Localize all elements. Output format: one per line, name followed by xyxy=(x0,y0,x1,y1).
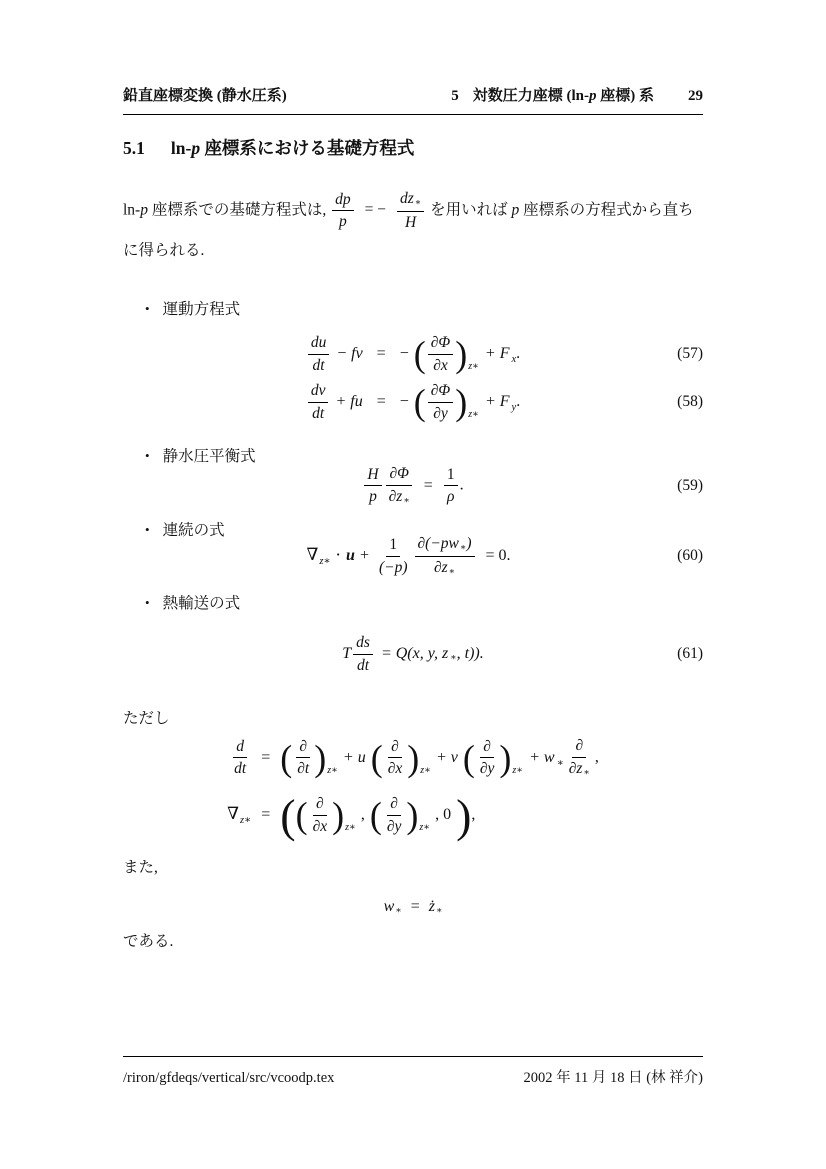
fraction-numerator: dp xyxy=(332,191,354,212)
fraction-d-dx-partial xyxy=(385,738,406,779)
fraction-denominator: (−p) xyxy=(378,558,408,576)
big-left-paren: ( xyxy=(370,736,383,779)
equation-59-body xyxy=(362,465,463,507)
big-left-paren: ( xyxy=(295,794,308,836)
equation-number-59: (59) xyxy=(677,477,703,494)
nabla-operator: ∇ xyxy=(306,544,319,564)
big-right-paren: ) xyxy=(332,794,345,836)
term-plus-F: + F xyxy=(484,344,510,362)
equals-sign: = xyxy=(410,898,420,915)
F-subscript: y xyxy=(511,401,517,413)
footer-date-author: 2002 年 11 月 18 日 (林 祥介) xyxy=(523,1070,703,1086)
big-left-paren: ( xyxy=(280,736,293,779)
section-number: 5.1 xyxy=(123,138,145,158)
big-right-paren: ) xyxy=(407,736,420,779)
equals-sign: = xyxy=(376,344,386,362)
fraction-numerator: ∂ xyxy=(387,795,401,816)
fraction-numerator: d xyxy=(233,738,247,759)
dearu-text: である. xyxy=(123,933,174,950)
fraction-numerator: ∂ xyxy=(296,738,310,759)
bullet-label: 運動方程式 xyxy=(162,301,241,318)
zstar-subscript: z∗ xyxy=(345,821,356,833)
numerator-dpw: ∂(−pw xyxy=(417,534,459,552)
zstar-subscript: z∗ xyxy=(419,821,431,833)
fraction-denominator: p xyxy=(369,488,377,506)
source-file-path: /riron/gfdeqs/vertical/src/vcoodp.tex xyxy=(123,1070,335,1086)
denominator-dz: ∂z xyxy=(433,558,448,576)
fraction-denominator xyxy=(566,758,593,779)
fraction-d-dzstar-partial xyxy=(566,737,593,779)
zstar-subscript: z∗ xyxy=(512,764,524,776)
fraction-denominator: ∂x xyxy=(312,817,328,835)
outer-right-paren: ) xyxy=(456,788,472,842)
fraction-denominator: p xyxy=(338,213,347,231)
equation-number-60: (60) xyxy=(677,547,703,564)
fraction-H-p xyxy=(364,466,381,507)
section-title xyxy=(171,138,415,158)
fraction-denominator: ∂x xyxy=(433,356,448,374)
intro-text-4: 座標系の方程式から直ち xyxy=(519,201,694,219)
big-left-paren: ( xyxy=(413,332,426,375)
comma: , xyxy=(594,748,599,766)
fraction-dPhi-dzstar xyxy=(386,465,413,507)
intro-text-2: 座標系での基礎方程式は, xyxy=(147,201,331,219)
fraction-numerator: dv xyxy=(308,382,329,403)
running-title-left: 鉛直座標変換 (静水圧系) xyxy=(123,88,287,104)
zstar-subscript: z∗ xyxy=(319,555,331,567)
term-minus-fv: − fv xyxy=(336,344,363,362)
fraction-d-dt-partial xyxy=(294,738,312,779)
fraction-1-rho xyxy=(444,466,458,507)
header-title-text-2: 座標) 系 xyxy=(596,88,654,104)
fraction-d-dy-partial xyxy=(477,738,498,779)
mata-text: また, xyxy=(123,859,158,876)
equation-59 xyxy=(123,462,703,510)
section-title-text-2: 座標系における基礎方程式 xyxy=(200,138,415,158)
fraction-denominator: ∂y xyxy=(433,404,448,422)
big-left-paren: ( xyxy=(462,736,475,779)
equation-61 xyxy=(123,630,703,678)
fraction-1-negp xyxy=(376,536,411,577)
fraction-d-dx-partial xyxy=(310,795,331,836)
fraction-numerator xyxy=(397,190,424,212)
bullet-icon: • xyxy=(145,301,150,316)
header-title-var-p: p xyxy=(589,88,597,104)
asterisk-subscript: ∗ xyxy=(403,495,410,506)
equals-minus: = − xyxy=(364,201,386,219)
fraction-numerator: ∂ xyxy=(572,737,586,758)
zstar-subscript: z∗ xyxy=(239,815,252,827)
asterisk-subscript: ∗ xyxy=(583,767,590,778)
fraction-denominator: dt xyxy=(312,404,325,422)
fraction-numerator: 1 xyxy=(444,466,458,487)
comma: , xyxy=(471,805,476,823)
rhs-Q-function: = Q(x, y, z xyxy=(380,644,449,662)
fraction-dPhi-dy xyxy=(428,382,453,423)
fraction-denominator: dt xyxy=(357,656,370,674)
big-right-paren: ) xyxy=(406,794,419,836)
nabla-lhs xyxy=(227,804,251,826)
bullet-label: 連続の式 xyxy=(162,522,225,539)
section-heading xyxy=(123,135,414,160)
nabla-rhs xyxy=(280,788,476,842)
fraction-numerator: H xyxy=(364,466,381,487)
page-header xyxy=(123,84,703,115)
numerator-dz: dz xyxy=(399,190,414,207)
intro-paragraph-line-1 xyxy=(123,190,703,232)
equation-number-57: (57) xyxy=(677,345,703,362)
fraction-denominator: ∂x xyxy=(387,760,403,778)
asterisk-subscript: ∗ xyxy=(448,566,456,577)
big-left-paren: ( xyxy=(369,794,382,836)
equals-sign: = xyxy=(423,476,433,494)
bullet-icon: • xyxy=(145,448,150,463)
rhs-close: , t)). xyxy=(456,644,484,662)
variable-w: w xyxy=(383,898,395,915)
fraction-numerator: ∂ xyxy=(313,795,327,816)
asterisk-subscript: ∗ xyxy=(395,906,402,916)
equation-number-58: (58) xyxy=(677,393,703,410)
term-plus-u: + u xyxy=(342,748,366,766)
header-section-number: 5 xyxy=(451,88,459,104)
fraction-denominator: ∂y xyxy=(386,817,402,835)
variable-zdot: ż xyxy=(428,898,435,915)
equation-58 xyxy=(123,378,703,426)
fraction-denominator: dt xyxy=(312,356,325,374)
fraction-numerator: du xyxy=(308,334,330,355)
equals-zero: = 0. xyxy=(485,546,511,564)
outer-left-paren: ( xyxy=(280,788,296,842)
big-right-paren: ) xyxy=(455,332,468,375)
big-right-paren: ) xyxy=(455,380,468,423)
wstar-definition xyxy=(123,892,703,922)
fraction-denominator: ∂y xyxy=(479,760,495,778)
equation-number-61: (61) xyxy=(677,645,703,662)
equals-sign: = xyxy=(261,806,271,824)
asterisk-subscript: ∗ xyxy=(435,906,443,916)
fraction-dz-H xyxy=(397,190,424,232)
fraction-dp-p xyxy=(332,191,354,232)
fraction-numerator: ∂Φ xyxy=(386,465,411,486)
fraction-denominator: ρ xyxy=(446,488,455,506)
period: . xyxy=(516,344,521,362)
fraction-numerator: ∂Φ xyxy=(428,334,453,355)
intro-text: ln- xyxy=(123,201,141,219)
intro-paragraph-line-2: に得られる. xyxy=(123,242,205,259)
bullet-thermo xyxy=(145,591,240,613)
zstar-subscript: z∗ xyxy=(468,408,479,420)
zstar-subscript: z∗ xyxy=(468,360,479,372)
page-number: 29 xyxy=(688,88,703,104)
fraction-numerator: ∂Φ xyxy=(428,382,453,403)
period: . xyxy=(516,392,521,410)
page-footer xyxy=(123,1056,703,1087)
big-right-paren: ) xyxy=(499,736,512,779)
period: . xyxy=(459,476,464,494)
fraction-numerator: ds xyxy=(353,634,373,655)
numerator-close-paren: ) xyxy=(466,534,472,552)
asterisk-subscript: ∗ xyxy=(414,198,422,208)
big-left-paren: ( xyxy=(413,380,426,423)
fraction-numerator xyxy=(415,535,475,557)
term-plus-F: + F xyxy=(484,392,510,410)
header-section-title xyxy=(473,84,654,105)
asterisk-subscript: ∗ xyxy=(556,757,564,769)
zstar-subscript: z∗ xyxy=(420,764,431,776)
asterisk-subscript: ∗ xyxy=(459,542,467,553)
temperature-T: T xyxy=(342,644,352,662)
bullet-label: 静水圧平衡式 xyxy=(162,448,256,465)
running-title-right xyxy=(451,84,703,105)
fraction-dPhi-dx xyxy=(428,334,453,375)
section-title-var-p: p xyxy=(191,138,201,158)
fraction-denominator: dt xyxy=(234,760,247,778)
intro-var-p-2: p xyxy=(511,201,520,219)
fraction-numerator: 1 xyxy=(386,536,400,557)
fraction-denominator: ∂t xyxy=(297,760,310,778)
minus-sign: − xyxy=(399,344,409,362)
term-plus-fu: + fu xyxy=(335,392,363,410)
dot-operator: ⋅ xyxy=(335,546,342,564)
bullet-label: 熱輸送の式 xyxy=(162,595,241,612)
fraction-dv-dt xyxy=(308,382,329,423)
definition-equations xyxy=(123,736,703,842)
equation-60 xyxy=(123,532,703,580)
fraction-du-dt xyxy=(308,334,330,375)
zstar-subscript: z∗ xyxy=(327,764,338,776)
equation-57 xyxy=(123,330,703,378)
fraction-dpw-dzstar xyxy=(415,535,475,578)
fraction-denominator xyxy=(431,557,458,578)
tadashi-text: ただし xyxy=(123,710,170,727)
fraction-numerator: ∂ xyxy=(480,738,494,759)
term-plus-v: + v xyxy=(435,748,458,766)
plus-sign: + xyxy=(359,546,369,564)
asterisk-subscript: ∗ xyxy=(450,652,457,663)
equals-sign: = xyxy=(261,748,271,766)
intro-var-p: p xyxy=(140,201,148,219)
comma: , xyxy=(360,805,365,823)
comma-zero: , 0 xyxy=(435,805,452,823)
header-title-text: 対数圧力座標 (ln- xyxy=(472,88,589,104)
section-title-text: ln- xyxy=(170,138,192,158)
velocity-vector-u: u xyxy=(346,546,355,564)
big-right-paren: ) xyxy=(314,736,327,779)
wstar-definition-body xyxy=(384,898,443,916)
ddt-rhs xyxy=(280,737,599,779)
denominator-dz: ∂z xyxy=(568,759,583,777)
fraction-denominator xyxy=(386,486,413,507)
term-plus-w: + w xyxy=(529,748,555,766)
bullet-icon: • xyxy=(145,522,150,537)
fraction-d-dy-partial xyxy=(384,795,405,836)
minus-sign: − xyxy=(399,392,409,410)
nabla-operator: ∇ xyxy=(227,803,239,823)
intro-text-3: を用いれば xyxy=(426,201,512,219)
fraction-d-dt xyxy=(231,738,249,779)
denominator-dz: ∂z xyxy=(388,487,403,505)
equation-60-body xyxy=(306,535,519,578)
equals-sign: = xyxy=(376,392,386,410)
fraction-numerator: ∂ xyxy=(388,738,402,759)
ddt-lhs xyxy=(229,738,251,779)
fraction-denominator: H xyxy=(405,213,417,231)
equation-61-body xyxy=(342,634,484,675)
equation-58-body xyxy=(306,382,520,423)
bullet-motion xyxy=(145,297,240,319)
bullet-icon: • xyxy=(145,595,150,610)
fraction-ds-dt xyxy=(353,634,373,675)
F-subscript: x xyxy=(511,353,517,365)
equation-57-body xyxy=(306,334,520,375)
